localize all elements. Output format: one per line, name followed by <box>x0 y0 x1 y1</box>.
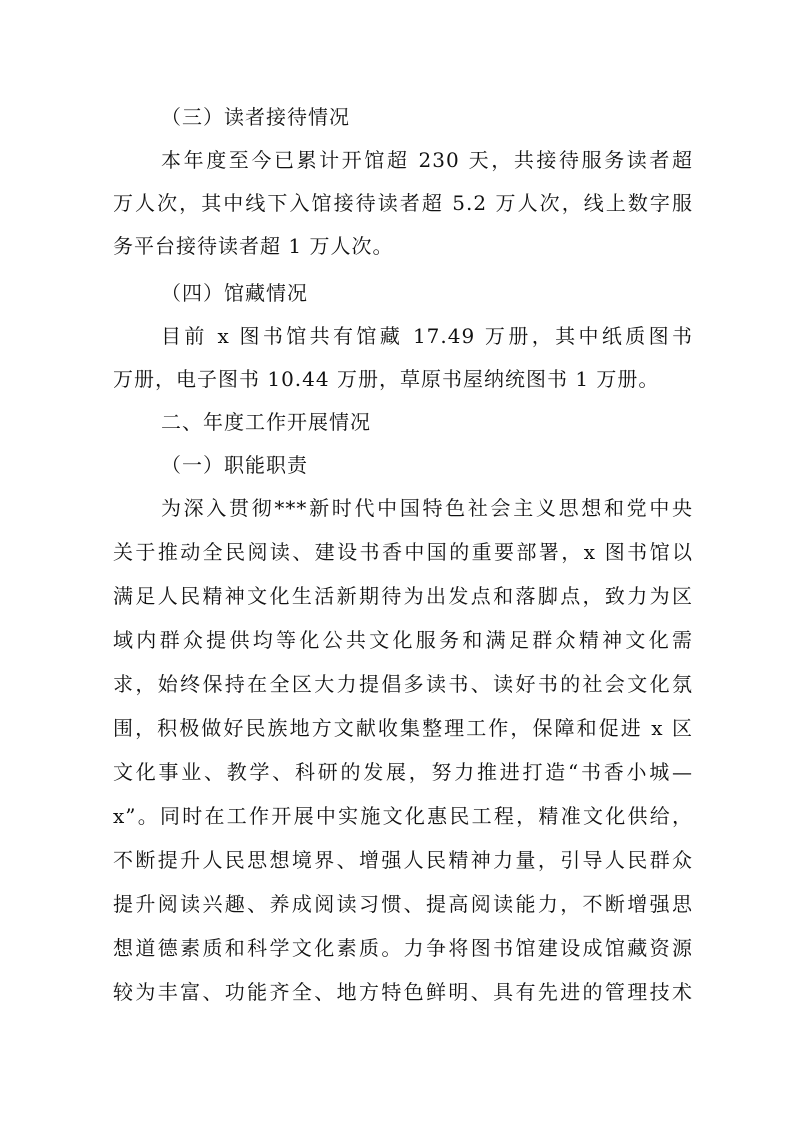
paragraph-line: 万册，电子图书 10.44 万册，草原书屋纳统图书 1 万册。 <box>113 367 660 391</box>
section-heading-collection: （四）馆藏情况 <box>161 281 308 305</box>
paragraph-line: 目前 x 图书馆共有馆藏 17.49 万册，其中纸质图书 <box>161 324 693 348</box>
section-heading-functions: （一）职能职责 <box>161 453 308 477</box>
paragraph-line: 求，始终保持在全区大力提倡多读书、读好书的社会文化氛 <box>113 672 693 696</box>
paragraph-line: 不断提升人民思想境界、增强人民精神力量，引导人民群众 <box>113 848 693 872</box>
paragraph-line: 较为丰富、功能齐全、地方特色鲜明、具有先进的管理技术 <box>113 980 693 1004</box>
paragraph-line: 务平台接待读者超 1 万人次。 <box>113 234 394 258</box>
chapter-heading-annual-work: 二、年度工作开展情况 <box>161 410 371 434</box>
paragraph-line: x”。同时在工作开展中实施文化惠民工程，精准文化供给， <box>113 804 693 828</box>
paragraph-line: 提升阅读兴趣、养成阅读习惯、提高阅读能力，不断增强思 <box>113 892 693 916</box>
paragraph-line: 满足人民精神文化生活新期待为出发点和落脚点，致力为区 <box>113 584 693 608</box>
section-heading-reader-reception: （三）读者接待情况 <box>161 105 350 129</box>
paragraph-line: 文化事业、教学、科研的发展，努力推进打造“书香小城— <box>113 760 693 784</box>
paragraph-line: 为深入贯彻***新时代中国特色社会主义思想和党中央 <box>161 496 693 520</box>
paragraph-line: 本年度至今已累计开馆超 230 天，共接待服务读者超 <box>161 148 693 172</box>
paragraph-line: 域内群众提供均等化公共文化服务和满足群众精神文化需 <box>113 628 693 652</box>
paragraph-line: 关于推动全民阅读、建设书香中国的重要部署，x 图书馆以 <box>113 540 693 564</box>
paragraph-line: 想道德素质和科学文化素质。力争将图书馆建设成馆藏资源 <box>113 936 693 960</box>
paragraph-line: 万人次，其中线下入馆接待读者超 5.2 万人次，线上数字服 <box>113 191 693 215</box>
paragraph-line: 围，积极做好民族地方文献收集整理工作，保障和促进 x 区 <box>113 716 693 740</box>
